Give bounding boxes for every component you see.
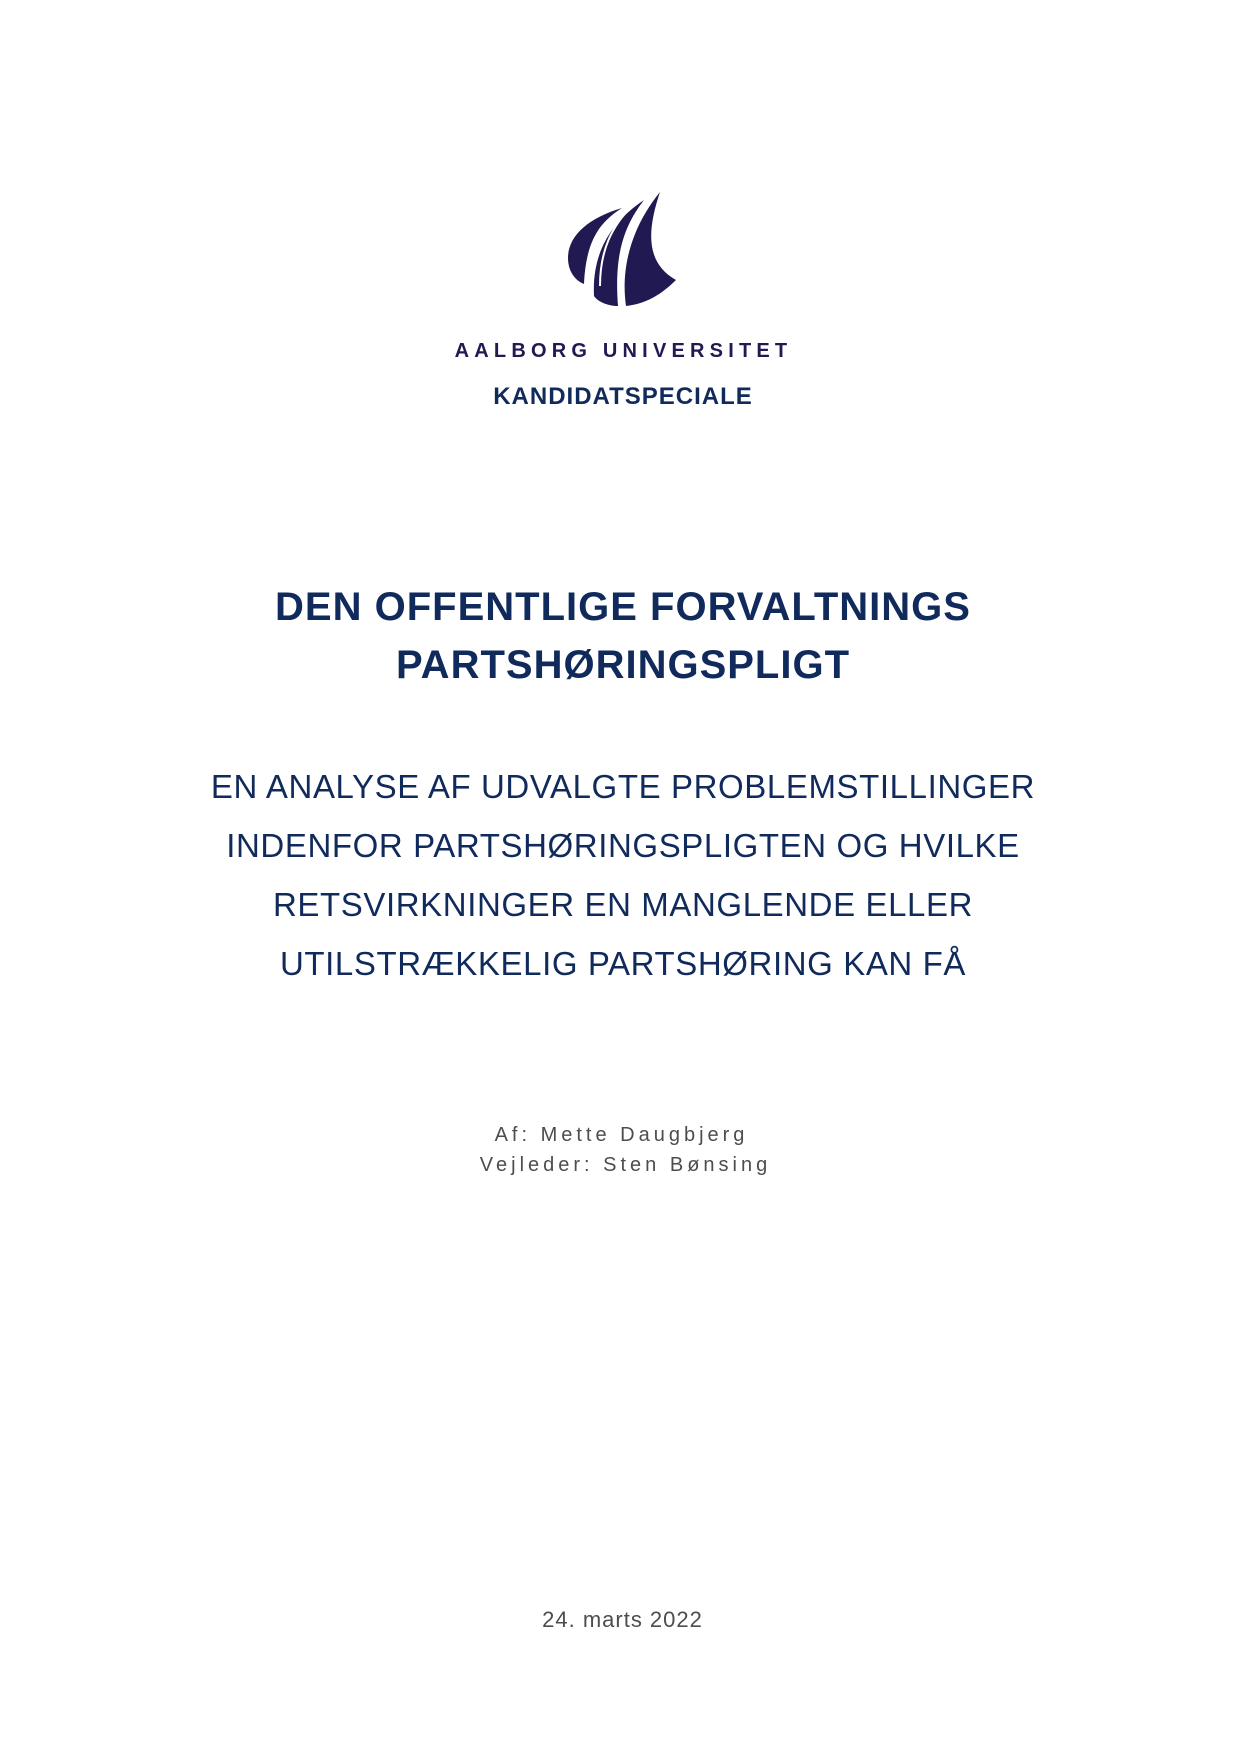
document-type: KANDIDATSPECIALE: [493, 383, 753, 410]
subtitle-line: RETSVIRKNINGER EN MANGLENDE ELLER: [272, 886, 974, 923]
aalborg-university-wave-logo-icon: [560, 188, 680, 308]
subtitle-line: INDENFOR PARTSHØRINGSPLIGTEN OG HVILKE: [226, 827, 1020, 864]
university-name: [0, 340, 1241, 363]
page-subtitle: [0, 757, 1241, 993]
page-title: [0, 578, 1241, 694]
university-name-text: AALBORG UNIVERSITET: [454, 340, 793, 362]
title-line: PARTSHØRINGSPLIGT: [395, 643, 851, 687]
subtitle-line: EN ANALYSE AF UDVALGTE PROBLEMSTILLINGER: [210, 768, 1036, 805]
title-line: DEN OFFENTLIGE FORVALTNINGS: [275, 585, 971, 629]
submission-date: 24. marts 2022: [542, 1607, 703, 1632]
supervisor-credit: Vejleder: Sten Bønsing: [479, 1154, 772, 1176]
subtitle-line: UTILSTRÆKKELIG PARTSHØRING KAN FÅ: [279, 945, 967, 982]
author-credit: Af: Mette Daugbjerg: [494, 1124, 749, 1146]
